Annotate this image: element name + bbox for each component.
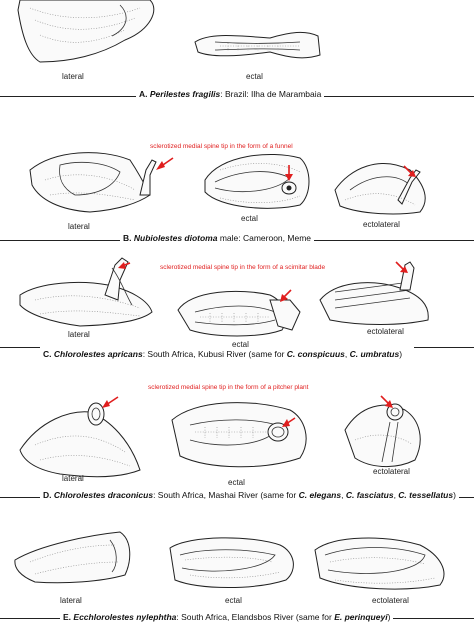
panel-b-view-label-ectolateral: ectolateral [363, 220, 400, 229]
panel-a-view-label-lateral: lateral [62, 72, 84, 81]
panel-a-caption: A. Perilestes fragilis: Brazil: Ilha de Marambaia [136, 89, 324, 99]
panel-e-view-label-ectal: ectal [225, 596, 242, 605]
panel-b-view-label-lateral: lateral [68, 222, 90, 231]
panel-e-view-label-ectolateral: ectolateral [372, 596, 409, 605]
panel-c-view-label-ectal: ectal [232, 340, 249, 349]
panel-d-view-label-ectal: ectal [228, 478, 245, 487]
panel-a-view-label-ectal: ectal [246, 72, 263, 81]
panel-d-annotation: sclerotized medial spine tip in the form of a pitcher plant [148, 384, 309, 391]
panel-c-view-label-ectolateral: ectolateral [367, 327, 404, 336]
panel-d-caption: D. Chlorolestes draconicus: South Africa, Mashai River (same for C. elegans, C. fasciatus, C. tessellatus) [40, 490, 459, 500]
panel-c-view-label-lateral: lateral [68, 330, 90, 339]
panel-c-caption: C. Chlorolestes apricans: South Africa, Kubusi River (same for C. conspicuus, C. umbratus) [40, 349, 405, 359]
panel-b-caption: B. Nubiolestes diotoma male: Cameroon, Meme [120, 233, 314, 243]
panel-b-view-label-ectal: ectal [241, 214, 258, 223]
panel-b-annotation: sclerotized medial spine tip in the form of a funnel [150, 143, 293, 150]
panel-d-view-label-ectolateral: ectolateral [373, 467, 410, 476]
panel-d-view-label-lateral: lateral [62, 474, 84, 483]
panel-e-view-label-lateral: lateral [60, 596, 82, 605]
panel-e-caption: E. Ecchlorolestes nylephtha: South Africa, Elandsbos River (same for E. perinqueyi) [60, 612, 393, 622]
panel-c-annotation: sclerotized medial spine tip in the form of a scimitar blade [160, 264, 326, 271]
